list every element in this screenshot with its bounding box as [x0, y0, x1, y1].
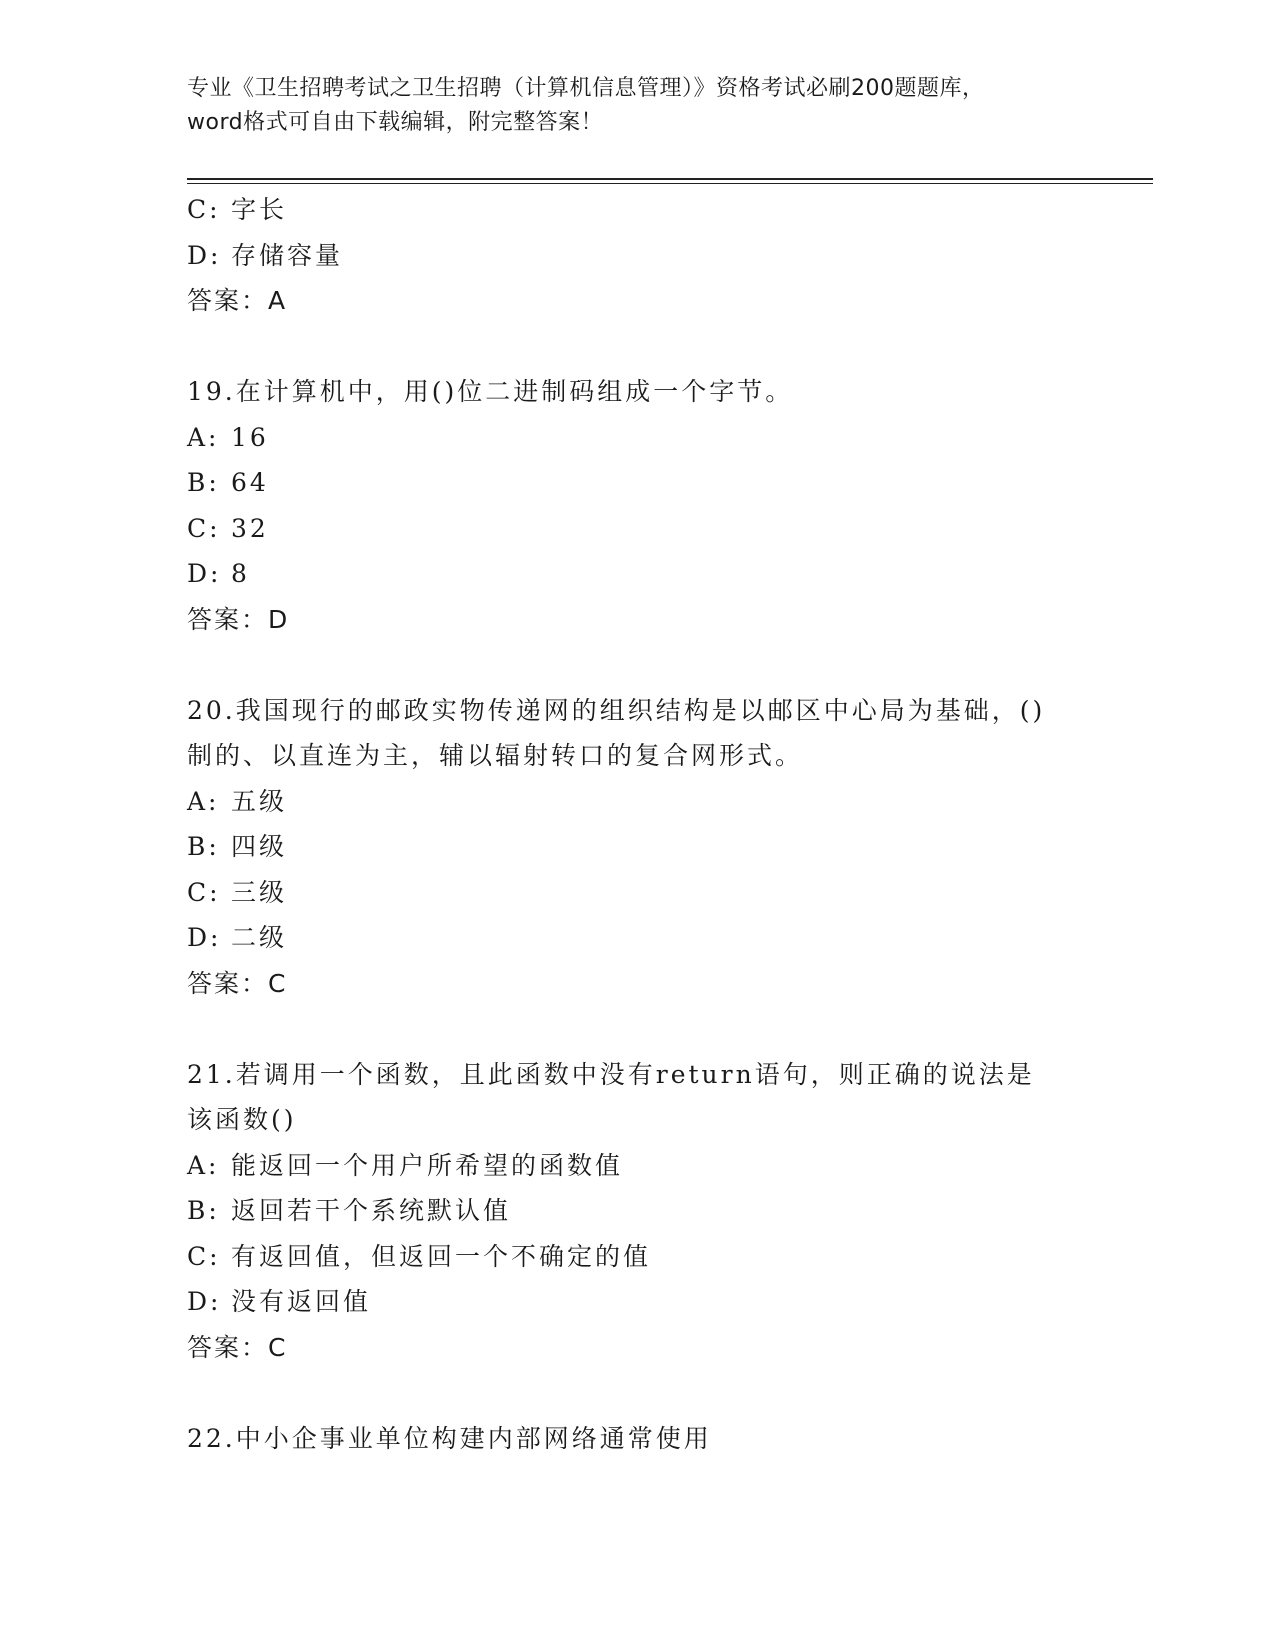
option-text: 返回若干个系统默认值: [231, 1196, 512, 1225]
option-label: D:: [187, 240, 222, 270]
spacer: [187, 324, 1067, 370]
question-20: [187, 688, 1067, 1007]
question-18-tail: [187, 187, 1067, 324]
header-divider-thick: [187, 178, 1153, 180]
option-label: D:: [187, 923, 222, 952]
option-label: A:: [187, 422, 220, 452]
header-title-line-1: 专业《卫生招聘考试之卫生招聘（计算机信息管理）》资格考试必刷200题题库，: [187, 76, 985, 101]
question-stem-line-2: 该函数(): [187, 1105, 297, 1134]
option-a: [187, 1143, 1067, 1189]
option-text: 存储容量: [231, 240, 344, 270]
option-label: D:: [187, 1287, 222, 1316]
option-text: 8: [231, 559, 250, 588]
question-21: [187, 1052, 1067, 1371]
option-label: C:: [187, 877, 221, 907]
question-19: [187, 369, 1067, 642]
spacer: [187, 1370, 1067, 1416]
option-text: 二级: [231, 923, 288, 952]
question-stem-line-2: 制的、以直连为主，辅以辐射转口的复合网形式。: [187, 741, 804, 770]
spacer: [187, 642, 1067, 688]
option-a: [187, 779, 1067, 825]
option-c: [187, 506, 1067, 552]
option-label: C:: [187, 513, 221, 543]
option-text: 16: [231, 422, 269, 452]
option-b: [187, 824, 1067, 870]
header-divider-thin: [187, 183, 1153, 184]
option-label: B:: [187, 468, 220, 497]
option-text: 字长: [231, 195, 288, 224]
option-b: [187, 460, 1067, 506]
question-stem: 22.中小企事业单位构建内部网络通常使用: [187, 1423, 712, 1453]
option-text: 五级: [231, 786, 288, 816]
option-d: [187, 1279, 1067, 1325]
answer-label: 答案：C: [187, 968, 288, 998]
option-label: C:: [187, 195, 221, 224]
header-title-line-2: word格式可自由下载编辑，附完整答案！: [187, 110, 604, 135]
option-c: [187, 1234, 1067, 1280]
option-label: C:: [187, 1241, 221, 1271]
answer-label: 答案：A: [187, 286, 288, 315]
option-b: [187, 1188, 1067, 1234]
answer-label: 答案：C: [187, 1332, 288, 1362]
question-stem-line-1: 21.若调用一个函数，且此函数中没有return语句，则正确的说法是: [187, 1059, 1035, 1089]
option-label: B:: [187, 1196, 220, 1225]
option-text: 64: [231, 468, 269, 497]
option-a: [187, 415, 1067, 461]
question-stem: 19.在计算机中，用()位二进制码组成一个字节。: [187, 377, 794, 406]
option-label: A:: [187, 786, 220, 816]
question-stem-line-1: 20.我国现行的邮政实物传递网的组织结构是以邮区中心局为基础，(): [187, 695, 1046, 725]
option-text: 有返回值，但返回一个不确定的值: [231, 1241, 652, 1271]
option-d: [187, 551, 1067, 597]
answer-label: 答案：D: [187, 604, 290, 634]
question-list: [187, 187, 1067, 1461]
document-header: [187, 72, 1067, 140]
option-d: [187, 915, 1067, 961]
option-label: D:: [187, 559, 222, 588]
spacer: [187, 1006, 1067, 1052]
option-text: 四级: [231, 832, 288, 861]
option-text: 没有返回值: [231, 1287, 372, 1316]
option-text: 32: [231, 513, 269, 543]
option-label: B:: [187, 832, 220, 861]
option-c: [187, 187, 1067, 233]
option-text: 能返回一个用户所希望的函数值: [231, 1150, 624, 1180]
option-c: [187, 870, 1067, 916]
option-label: A:: [187, 1150, 220, 1180]
option-text: 三级: [231, 877, 288, 907]
option-d: [187, 233, 1067, 279]
question-22: [187, 1416, 1067, 1462]
